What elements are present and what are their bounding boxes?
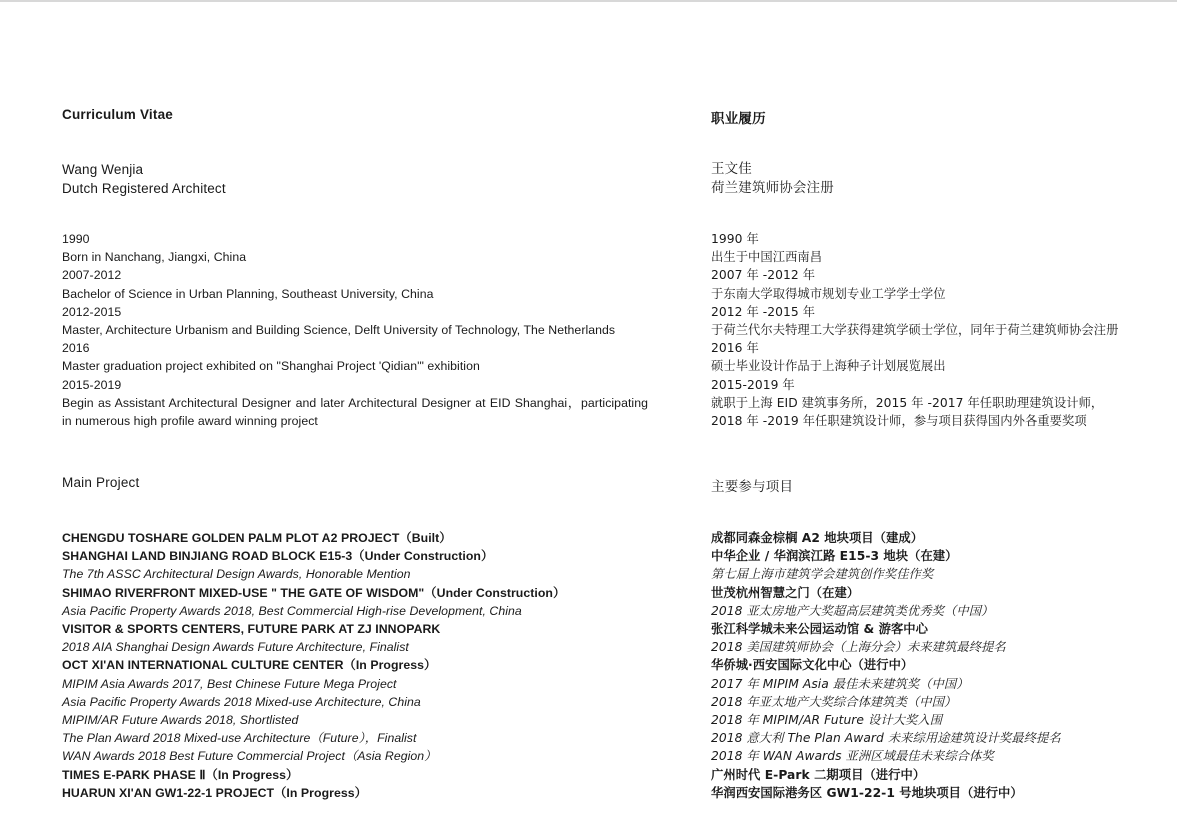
author-name-block-cn [711,160,834,198]
project-award: Asia Pacific Property Awards 2018, Best Commercial High-rise Development, China [62,603,522,618]
project-award-cn: 2017 年 MIPIM Asia 最佳未来建筑奖（中国） [711,676,969,691]
bio-line: 2016 [62,341,90,356]
top-divider [0,0,1177,2]
bio-line-cn: 出生于中国江西南昌 [711,250,823,265]
project-item-cn: 世茂杭州智慧之门（在建） [711,585,860,600]
page-title-cn: 职业履历 [711,111,766,127]
project-item-cn: 成都同森金棕榈 A2 地块项目（建成） [711,531,924,545]
bio-line-cn: 2015-2019 年 [711,377,795,392]
project-item-cn: 华侨城·西安国际文化中心（进行中） [711,658,914,673]
bio-line: 1990 [62,232,90,246]
project-item: SHIMAO RIVERFRONT MIXED-USE " THE GATE OF WISDOM"（Under Construction） [62,585,566,600]
project-item: TIMES E-PARK PHASE Ⅱ（In Progress） [62,767,299,782]
project-item: CHENGDU TOSHARE GOLDEN PALM PLOT A2 PROJECT（Built） [62,531,452,545]
bio-line-cn: 1990 年 [711,232,759,246]
project-award-cn: 2018 意大利 The Plan Award 未来综用途建筑设计奖最终提名 [711,731,1061,746]
project-award: The Plan Award 2018 Mixed-use Architecture（Future），Finalist [62,731,417,746]
bio-line-cn: 硕士毕业设计作品于上海种子计划展览展出 [711,359,946,374]
project-item: HUARUN XI'AN GW1-22-1 PROJECT（In Progress） [62,785,367,800]
project-award: MIPIM Asia Awards 2017, Best Chinese Future Mega Project [62,676,397,691]
bio-line: Born in Nanchang, Jiangxi, China [62,250,247,265]
author-name: Wang Wenjia [62,162,144,177]
bio-line: Master graduation project exhibited on "Shanghai Project 'Qidian'" exhibition [62,359,480,374]
bio-line-cn: 2016 年 [711,341,759,356]
author-name-block [62,160,226,198]
bio-line: 2007-2012 [62,268,122,283]
project-award-cn: 第七届上海市建筑学会建筑创作奖佳作奖 [711,567,934,582]
project-award: 2018 AIA Shanghai Design Awards Future Architecture, Finalist [62,640,409,655]
project-list-cn [711,529,1061,802]
page-title: Curriculum Vitae [62,107,173,122]
bio-paragraph-cn: 就职于上海 EID 建筑事务所，2015 年 -2017 年任职助理建筑设计师，2018 年 -2019 年任职建筑设计师，参与项目获得国内外各重要奖项 [711,395,1104,429]
author-name-cn: 王文佳 [711,161,752,177]
project-item-cn: 华润西安国际港务区 GW1-22-1 号地块项目（进行中） [711,785,1023,800]
bio-line-cn: 2007 年 -2012 年 [711,268,816,283]
main-project-heading-cn: 主要参与项目 [711,479,794,495]
bio-line: Master, Architecture Urbanism and Building Science, Delft University of Technology, The Netherlands [62,323,616,338]
project-item: VISITOR & SPORTS CENTERS, FUTURE PARK AT ZJ INNOPARK [62,622,441,637]
author-subtitle-cn: 荷兰建筑师协会注册 [711,180,834,196]
bio-line-cn: 2012 年 -2015 年 [711,304,816,319]
project-item-cn: 广州时代 E-Park 二期项目（进行中） [711,767,926,782]
project-award: The 7th ASSC Architectural Design Awards, Honorable Mention [62,567,411,582]
project-award: MIPIM/AR Future Awards 2018, Shortlisted [62,713,299,728]
project-award-cn: 2018 亚太房地产大奖超高层建筑类优秀奖（中国） [711,603,994,618]
project-item: SHANGHAI LAND BINJIANG ROAD BLOCK E15-3（Under Construction） [62,549,494,564]
bio-line: 2012-2015 [62,304,122,319]
project-award-cn: 2018 年 MIPIM/AR Future 设计大奖入围 [711,713,943,728]
author-subtitle: Dutch Registered Architect [62,181,226,196]
project-item-cn: 张江科学城未来公园运动馆 & 游客中心 [711,622,928,637]
bio-line-cn: 于荷兰代尔夫特理工大学获得建筑学硕士学位，同年于荷兰建筑师协会注册 [711,323,1119,338]
bio-line-cn: 于东南大学取得城市规划专业工学学士学位 [711,286,946,301]
project-item: OCT XI'AN INTERNATIONAL CULTURE CENTER（In Progress） [62,658,437,673]
biography-block [62,230,648,430]
project-award-cn: 2018 年亚太地产大奖综合体建筑类（中国） [711,694,957,709]
project-award: Asia Pacific Property Awards 2018 Mixed-use Architecture, China [62,694,421,709]
project-award-cn: 2018 美国建筑师协会（上海分会）未来建筑最终提名 [711,640,1006,655]
project-award: WAN Awards 2018 Best Future Commercial Project（Asia Region） [62,749,437,764]
project-list [62,529,565,802]
bio-line: 2015-2019 [62,377,122,392]
biography-block-cn [711,230,1125,430]
project-award-cn: 2018 年 WAN Awards 亚洲区域最佳未来综合体奖 [711,749,994,764]
bio-paragraph: Begin as Assistant Architectural Designer and later Architectural Designer at EID Shanghai，participating in numerous high profile award winning project [62,395,648,429]
project-item-cn: 中华企业 / 华润滨江路 E15-3 地块（在建） [711,549,958,564]
bio-line: Bachelor of Science in Urban Planning, Southeast University, China [62,286,434,301]
main-project-heading: Main Project [62,475,140,490]
